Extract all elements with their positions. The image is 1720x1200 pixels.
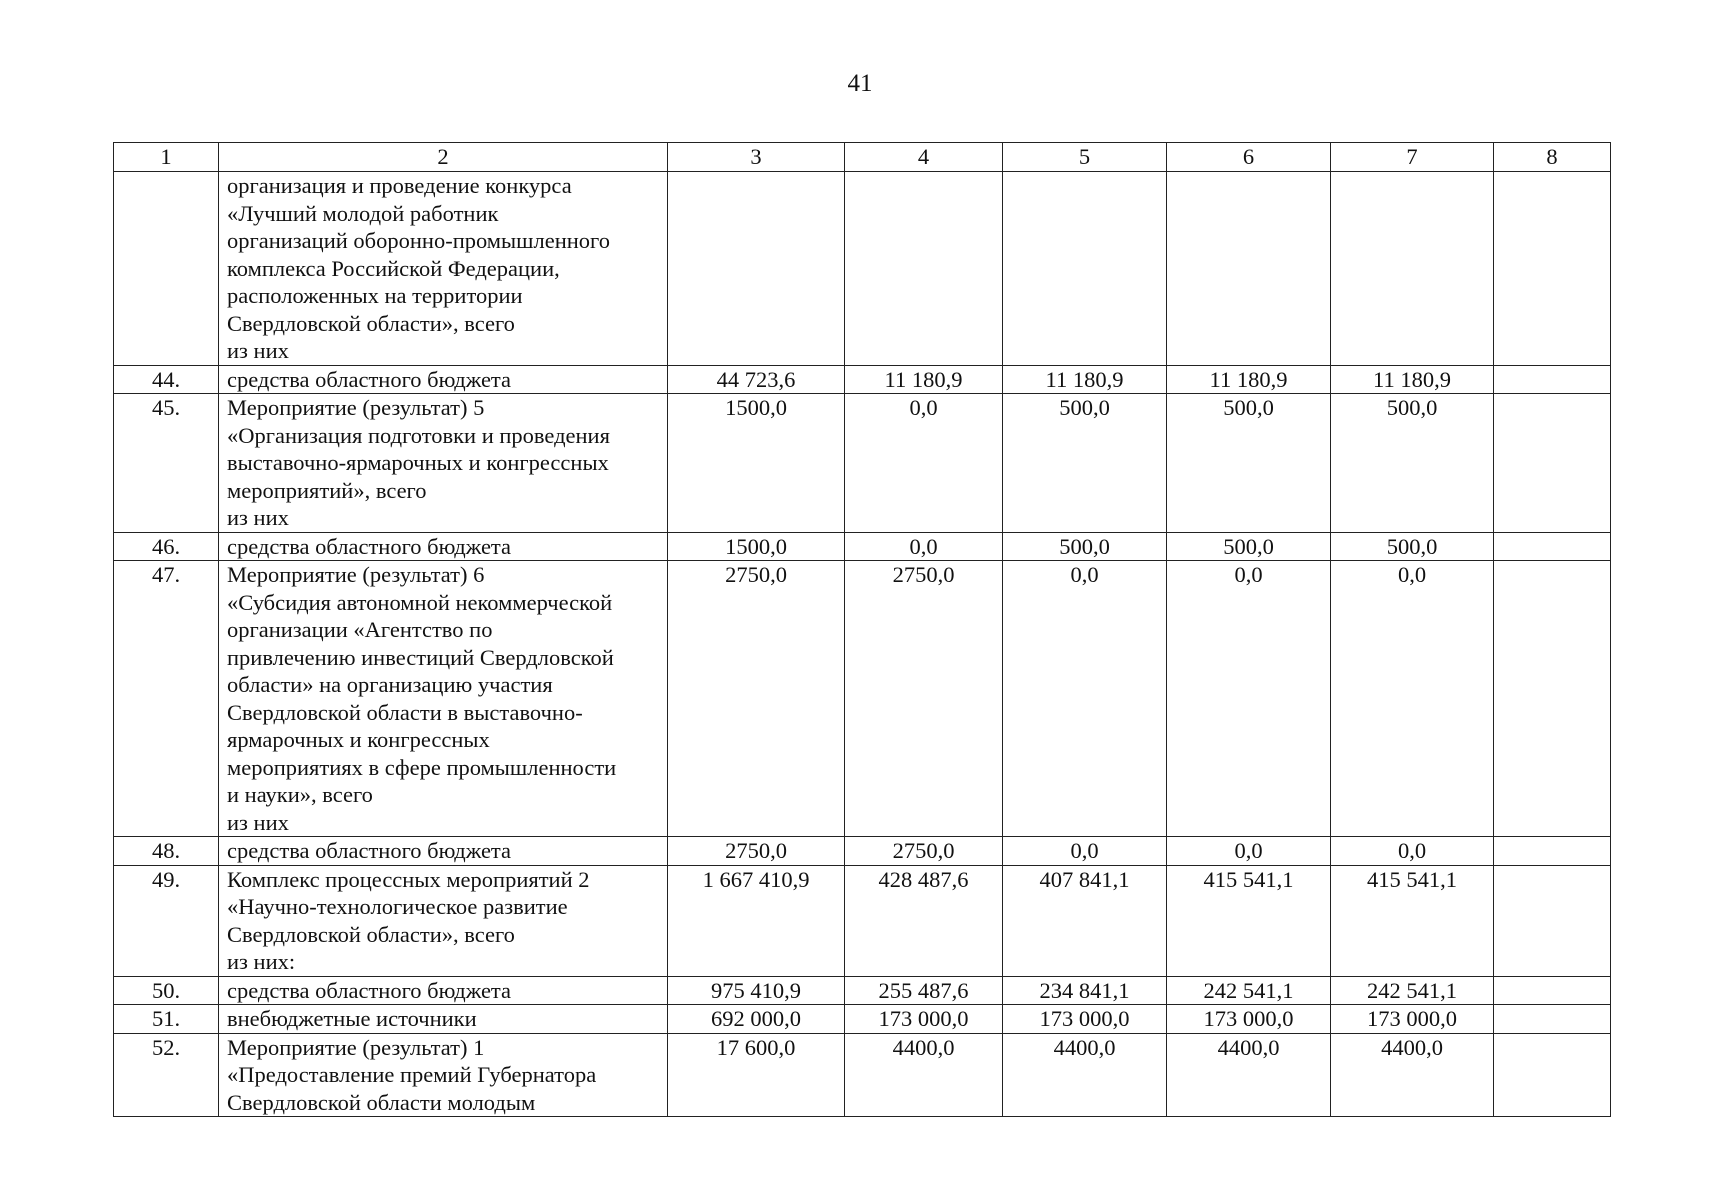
description-line: комплекса Российской Федерации, [227,255,560,281]
description-line: средства областного бюджета [227,366,512,392]
value-cell: 0,0 [1167,561,1331,837]
description-line: средства областного бюджета [227,977,512,1003]
value-cell: 975 410,9 [668,976,845,1005]
value-cell: 0,0 [1003,837,1167,866]
description-line: из них [227,809,289,835]
value-cell: 0,0 [1331,837,1494,866]
description-line: организация и проведение конкурса [227,173,572,198]
description-line: из них [227,505,289,530]
value-cell: 173 000,0 [1167,1005,1331,1034]
value-cell: 500,0 [1167,532,1331,561]
value-cell: 11 180,9 [1167,365,1331,394]
description-line: средства областного бюджета [227,533,512,559]
row-description [219,394,668,533]
value-cell: 500,0 [1331,394,1494,533]
value-cell: 500,0 [1003,394,1167,533]
value-cell: 173 000,0 [1331,1005,1494,1034]
value-cell: 0,0 [845,394,1003,533]
value-cell [1494,172,1611,366]
value-cell: 234 841,1 [1003,976,1167,1005]
row-description [219,976,668,1005]
header-cell: 3 [668,143,845,172]
value-cell: 11 180,9 [1331,365,1494,394]
table-row [114,837,1611,866]
description-line: Комплекс процессных мероприятий 2 [227,866,590,892]
value-cell: 242 541,1 [1331,976,1494,1005]
description-line: Свердловской области», всего [227,310,515,336]
value-cell: 173 000,0 [845,1005,1003,1034]
table-row [114,865,1611,976]
value-cell: 0,0 [845,532,1003,561]
value-cell: 4400,0 [1003,1033,1167,1117]
description-line: внебюджетные источники [227,1006,477,1031]
value-cell [1331,172,1494,366]
description-line: Мероприятие (результат) 6 [227,562,485,587]
description-line: Мероприятие (результат) 1 [227,1034,485,1060]
description-line: мероприятий», всего [227,477,427,503]
value-cell: 44 723,6 [668,365,845,394]
description-line: Мероприятие (результат) 5 [227,395,485,420]
value-cell: 11 180,9 [1003,365,1167,394]
value-cell: 242 541,1 [1167,976,1331,1005]
row-description [219,1005,668,1034]
row-description [219,365,668,394]
value-cell: 0,0 [1331,561,1494,837]
table-row [114,394,1611,533]
value-cell [1494,1005,1611,1034]
row-description [219,532,668,561]
value-cell: 2750,0 [845,561,1003,837]
header-cell: 1 [114,143,219,172]
value-cell: 428 487,6 [845,865,1003,976]
value-cell: 0,0 [1167,837,1331,866]
table-row [114,976,1611,1005]
budget-table [113,142,1611,1117]
description-line: Свердловской области молодым [227,1089,536,1115]
description-line: «Предоставление премий Губернатора [227,1062,597,1087]
page-number: 41 [847,70,873,97]
value-cell: 4400,0 [1331,1033,1494,1117]
row-number: 50. [114,976,219,1005]
value-cell: 4400,0 [1167,1033,1331,1117]
value-cell [1494,865,1611,976]
row-number: 45. [114,394,219,533]
description-line: из них [227,338,289,363]
table-row [114,365,1611,394]
row-number: 44. [114,365,219,394]
row-number: 52. [114,1033,219,1117]
description-line: ярмарочных и конгрессных [227,727,490,752]
header-cell: 8 [1494,143,1611,172]
value-cell: 407 841,1 [1003,865,1167,976]
header-cell: 5 [1003,143,1167,172]
value-cell: 17 600,0 [668,1033,845,1117]
description-line: и науки», всего [227,782,373,807]
header-cell: 4 [845,143,1003,172]
value-cell: 255 487,6 [845,976,1003,1005]
value-cell [1494,1033,1611,1117]
value-cell: 1 667 410,9 [668,865,845,976]
description-line: организаций оборонно-промышленного [227,228,610,253]
value-cell: 692 000,0 [668,1005,845,1034]
value-cell: 415 541,1 [1331,865,1494,976]
value-cell [1494,976,1611,1005]
description-line: привлечению инвестиций Свердловской [227,644,614,670]
value-cell: 0,0 [1003,561,1167,837]
table-row [114,561,1611,837]
description-line: «Лучший молодой работник [227,200,499,226]
value-cell [1494,837,1611,866]
description-line: средства областного бюджета [227,838,512,863]
header-cell: 7 [1331,143,1494,172]
header-cell: 6 [1167,143,1331,172]
row-description [219,172,668,366]
row-description [219,865,668,976]
description-line: выставочно-ярмарочных и конгрессных [227,450,609,475]
value-cell: 11 180,9 [845,365,1003,394]
row-description [219,561,668,837]
description-line: «Организация подготовки и проведения [227,422,610,448]
table-row [114,1005,1611,1034]
value-cell: 2750,0 [845,837,1003,866]
row-number [114,172,219,366]
table-body [114,172,1611,1117]
value-cell: 500,0 [1331,532,1494,561]
value-cell: 500,0 [1167,394,1331,533]
description-line: организации «Агентство по [227,617,493,642]
row-number: 48. [114,837,219,866]
row-number: 46. [114,532,219,561]
table-row [114,172,1611,366]
value-cell: 173 000,0 [1003,1005,1167,1034]
description-line: из них: [227,949,296,974]
header-row [114,143,1611,172]
value-cell: 500,0 [1003,532,1167,561]
value-cell [1494,365,1611,394]
description-line: расположенных на территории [227,283,523,308]
value-cell: 1500,0 [668,394,845,533]
row-description [219,1033,668,1117]
value-cell [1494,394,1611,533]
value-cell: 2750,0 [668,837,845,866]
value-cell [668,172,845,366]
description-line: «Субсидия автономной некоммерческой [227,589,613,615]
value-cell: 4400,0 [845,1033,1003,1117]
header-cell: 2 [219,143,668,172]
row-number: 47. [114,561,219,837]
description-line: Свердловской области в выставочно- [227,699,583,725]
value-cell: 2750,0 [668,561,845,837]
row-number: 49. [114,865,219,976]
value-cell [1494,532,1611,561]
value-cell [845,172,1003,366]
value-cell: 1500,0 [668,532,845,561]
value-cell [1494,561,1611,837]
row-number: 51. [114,1005,219,1034]
row-description [219,837,668,866]
description-line: Свердловской области», всего [227,921,515,947]
value-cell [1003,172,1167,366]
table-row [114,532,1611,561]
table-row [114,1033,1611,1117]
description-line: «Научно-технологическое развитие [227,894,568,919]
value-cell: 415 541,1 [1167,865,1331,976]
value-cell [1167,172,1331,366]
description-line: области» на организацию участия [227,672,553,697]
description-line: мероприятиях в сфере промышленности [227,754,617,780]
